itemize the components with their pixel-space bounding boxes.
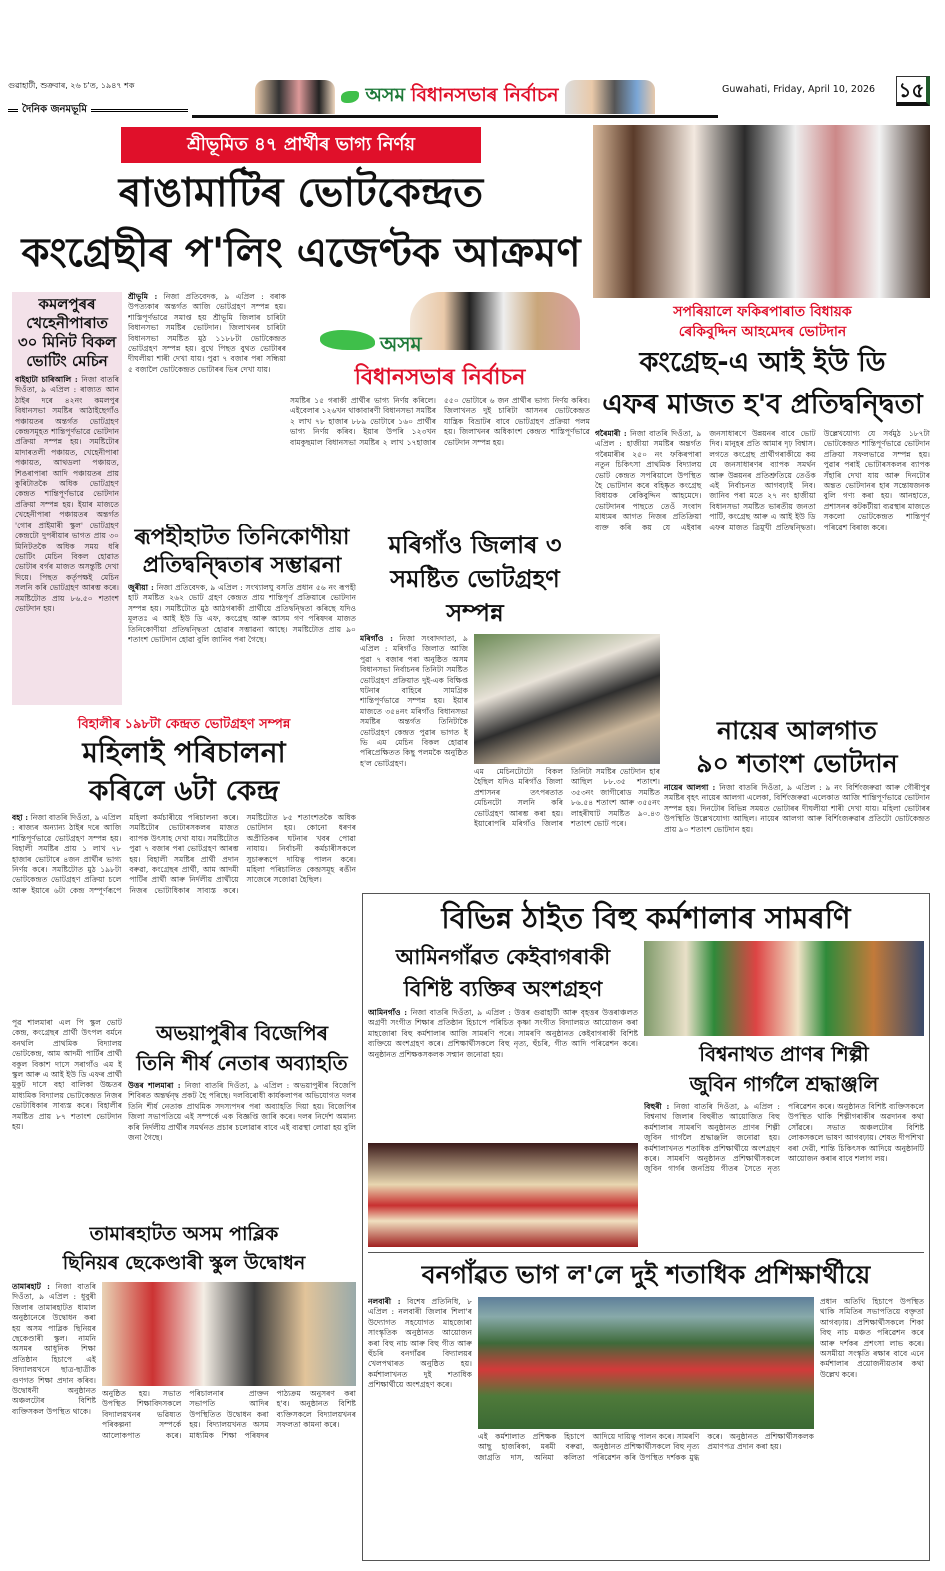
- morigaon-headline-line-1: মৰিগাঁও জিলাৰ ৩: [388, 531, 562, 559]
- amingaon-headline-line-1: আমিনগাঁৱত কেইবাগৰাকী: [395, 945, 611, 969]
- bishwanath-photo: [368, 1143, 638, 1247]
- nayer-headline: [664, 714, 930, 780]
- bongaon-content: [368, 1297, 924, 1556]
- leader-photos-left: [255, 80, 335, 114]
- date-english: Guwahati, Friday, April 10, 2026: [722, 84, 876, 95]
- logo-green-text: অসম: [380, 332, 422, 356]
- abhayapuri-headline-line-1: অভয়াপুৰীৰ বিজেপিৰ: [156, 1021, 328, 1045]
- nayer-headline-line-1: নায়েৰ আলগাত: [717, 716, 877, 745]
- bihu-section: [362, 893, 930, 1561]
- morigaon-story: [360, 528, 660, 896]
- right-headline: [595, 342, 930, 426]
- assam-map-icon: [341, 91, 359, 103]
- bongaon-body: নলবাৰী : বিশেষ প্ৰতিনিধি, ৮ এপ্ৰিল : নলবাৰী জিলাৰ শিলা'ৰ উদ্যোগত সহযোগত মাহজোৰা সাংস্কৃতিক অনুষ্ঠানত আয়োজন কৰা বিহু নাচ আৰু বিহু গীত আৰু হুঁচৰি বনগাঁৱৰ বিদ্যালয়ৰ খেলপথাৰত অনুষ্ঠিত হয়। কৰ্মশালাখনত দুই শতাধিক প্ৰশিক্ষাৰ্থীয়ে অংশগ্ৰহণ কৰে।: [368, 1297, 472, 1390]
- right-kicker-line-2: ৰেকিবুদ্দিন আহমেদৰ ভোটদান: [678, 324, 847, 340]
- morigaon-headline: [360, 528, 590, 630]
- right-body: গৰৈমাৰী : নিজা বাতৰি দিওঁতা, ৯ এপ্ৰিল : হাজীয়া সমষ্টিৰ অন্তৰ্গত গৰৈমাৰীৰ ২৫০ নং ফকিৰপাৰা নতুন চিকিৎসা প্ৰাথমিক বিদ্যালয় ভোট কেন্দ্ৰত সপৰিয়ালে উপস্থিত হৈ ভোটদান কৰে বহিষ্কৃত কংগ্ৰেছ বিধায়ক ৰেকিবুদ্দিন আহমেদে। ভোটদানৰ পাছতে তেওঁ সংবাদ মাধ্যমৰ আগত নিজৰ প্ৰতিক্ৰিয়া ব্যক্ত কৰি কয় যে এইবাৰ জনসাধাৰণে উন্নয়নৰ বাবে ভোট দিব। মানুহৰ প্ৰতি আমাৰ দৃঢ় বিশ্বাস। লগতে কংগ্ৰেছ প্ৰাৰ্থীগৰাকীয়ে কয় যে জনসাধাৰণৰ ব্যাপক সমৰ্থন আৰু উন্নয়নৰ প্ৰতিশ্ৰুতিয়ে তেওঁক এই নিৰ্বাচনত আগবঢ়াই নিব। জানিব পৰা মতে ২৭ নং হাজীয়া বিধানসভা সমষ্টিত ভাৰতীয় জনতা পাৰ্টি, কংগ্ৰেছ আৰু এ আই ইউ ডি এফৰ মাজত ত্ৰিমুখী প্ৰতিদ্বন্দ্বিতা। উল্লেখযোগ্য যে সৰ্বমুঠ ১৮৭টা ভোটকেন্দ্ৰত শান্তিপূৰ্ণভাৱে ভোটদান প্ৰক্ৰিয়া সফলভাৱে সম্পন্ন হয়। পুৱাৰ পৰাই ভোটাৰসকলৰ ব্যাপক সঁহাৰি দেখা যায় আৰু দিনটোৰ অন্তত ভোটদানৰ হাৰ সন্তোষজনক বুলি গণ্য কৰা হয়। আনহাতে, প্ৰশাসনৰ কটকটীয়া ব্যৱস্থাৰ মাজতে সকলো ভোটকেন্দ্ৰত শান্তিপূৰ্ণ পৰিৱেশ বিৰাজ কৰে।: [595, 429, 930, 532]
- bishwanath-headline: [644, 1039, 924, 1099]
- tamarhat-right: [102, 1282, 356, 1560]
- nayer-body: নায়েৰ আলগা : নিজা বাতৰি দিওঁতা, ৯ এপ্ৰিল : ৯ নং বিৰ্শিংজৰুৱা আৰু গৌৰীপুৰ সমষ্টিৰ বৃহৎ নায়েৰ আলগা এলেকা, বিৰ্শিংজৰুৱা এলেকাত আজি শান্তিপূৰ্ণভাৱে ভোটদান সম্পন্ন হয়। দিনটোৰ বিভিন্ন সময়ত ভোটাৰৰ দীঘলীয়া শাৰী দেখা যায়। মহিলা ভোটাৰৰ উপস্থিতি উল্লেখযোগ্য আছিল। নায়েৰ আলগা আৰু বিৰ্শিংজৰুৱাৰ প্ৰতিটো ভোটকেন্দ্ৰত প্ৰায় ৯০ শতাংশ ভোটদান হয়।: [664, 783, 930, 834]
- bishwanath-column: [644, 941, 924, 1247]
- nayer-story: [664, 714, 930, 892]
- tamarhat-body: তামাৰহাট : নিজা বাতৰি দিওঁতা, ৯ এপ্ৰিল : ধুবুৰী জিলাৰ তামাৰহাটত ধামাল অনুষ্ঠানেৰে উদ্বোধন কৰা হয় অসম পাব্লিক ছিনিয়ৰ ছেকেণ্ডাৰী স্কুল। নামনি অসমৰ আধুনিক শিক্ষা প্ৰতিষ্ঠান হিচাপে এই বিদ্যালয়খনে ছাত্ৰ-ছাত্ৰীক গুণগত শিক্ষা প্ৰদান কৰিব। উদ্বোধনী অনুষ্ঠানত অঞ্চলটোৰ বিশিষ্ট ব্যক্তিসকল উপস্থিত থাকে।: [12, 1282, 96, 1416]
- tamarhat-photo: [102, 1282, 356, 1386]
- page-number: ১৫: [896, 76, 930, 106]
- sidebar-body: বাইহাটা চাৰিআলি : নিজা বাতৰি দিওঁতা, ৯ এপ্ৰিল : ৰাজ্যত আন ঠাইৰ দৰে ৪২নং কমলপুৰ বিধানসভা সমষ্টিৰ আঠাইছেগাঁও পঞ্চায়তৰ অন্তৰ্গত ভোটগ্ৰহণ কেন্দ্ৰসমূহত শান্তিপূৰ্ণভাৱে ভোটদান প্ৰক্ৰিয়া সম্পন্ন হয়। সমষ্টিটোৰ মাদাৰতলী পঞ্চায়ত, খেহেনীপাৰা পঞ্চায়ত, আথডলা পঞ্চায়ত, শিঙৰাপাৰা আদি পঞ্চায়তৰ প্ৰায় কুৰিটাতকৈ অধিক ভোটগ্ৰহণ কেন্দ্ৰত শান্তিপূৰ্ণভাৱে ভোটদান প্ৰক্ৰিয়া সম্পন্ন হয়। ইয়াৰ মাজতে খেহেনীপাৰা পঞ্চায়তৰ অন্তৰ্গত 'গোৰ প্ৰাইমাৰী স্কুল' ভোটগ্ৰহণ কেন্দ্ৰটো দুপৰীয়াৰ ভাগত প্ৰায় ৩০ মিনিটতকৈ অধিক সময় ধৰি ভোটিং মেচিন বিকল হোৱাত ভোটাৰ বৰ্গৰ মাজত অসন্তুষ্টি দেখা দিয়ে। পিছত কৰ্তৃপক্ষই মেচিন সলনি কৰি ভোটগ্ৰহণ আৰম্ভ কৰে। সমষ্টিটোত প্ৰায় ৮৬.৫০ শতাংশ ভোটদান হয়।: [15, 375, 119, 613]
- bishwanath-headline-line-2: জুবিন গাৰ্গলৈ শ্ৰদ্ধাঞ্জলি: [689, 1072, 879, 1096]
- assam-map-icon: [320, 330, 375, 350]
- logo-red-text: বিধানসভাৰ নিৰ্বাচন: [354, 365, 526, 390]
- amingaon-photo: [644, 941, 924, 1036]
- tamarhat-headline-line-2: ছিনিয়ৰ ছেকেণ্ডাৰী স্কুল উদ্বোধন: [62, 1252, 306, 1274]
- morigaon-photo: [474, 634, 660, 764]
- morigaon-headline-line-2: সমষ্টিত ভোটগ্ৰহণ সম্পন্ন: [390, 565, 560, 627]
- right-kicker: [595, 302, 930, 342]
- bihali-story: [12, 716, 356, 1014]
- date-assamese: গুৱাহাটী, শুক্ৰবাৰ, ২৬ চ'ত, ১৯৪৭ শক: [8, 81, 135, 90]
- amingaon-column: [368, 941, 638, 1247]
- bihali-body: বহা : নিজা বাতৰি দিওঁতা, ৯ এপ্ৰিল : ৰাজ্যৰ অন্যান্য ঠাইৰ দৰে আজি শান্তিপূৰ্ণভাৱে ভোটগ্ৰহণ সম্পন্ন হয়। বিহালী সমষ্টিৰ প্ৰায় ১ লাখ ৭৮ হাজাৰ ভোটাৰে ৪জন প্ৰাৰ্থীৰ ভাগ্য নিৰ্ণয় কৰে। সমষ্টিটোত মুঠ ১৯৮টা ভোটকেন্দ্ৰত ভোটগ্ৰহণ প্ৰক্ৰিয়া চলে আৰু ইয়াৰে ৬টা কেন্দ্ৰ সম্পূৰ্ণৰূপে মহিলা কৰ্মচাৰীয়ে পৰিচালনা কৰে। সমষ্টিটোৰ ভোটাৰসকলৰ মাজত ব্যাপক উৎসাহ দেখা যায়। সমষ্টিটোত পুৱা ৭ বজাৰ পৰা ভোটগ্ৰহণ আৰম্ভ হয়। বিহালী সমষ্টিৰ প্ৰাৰ্থী প্ৰদান বৰুৱা, কংগ্ৰেছৰ প্ৰাৰ্থী, আম আদমী পাৰ্টিৰ প্ৰাৰ্থী আৰু নিৰ্দলীয় প্ৰাৰ্থীয়ে নিজৰ ভোটাধিকাৰ সাব্যস্ত কৰে। সমষ্টিটোত ৮৫ শতাংশতকৈ অধিক ভোটদান হয়। কোনো ধৰণৰ অপ্ৰীতিকৰ ঘটনাৰ খবৰ পোৱা নাযায়। নিৰ্বাচনী কৰ্মচাৰীসকলে সুচাৰুৰূপে দায়িত্ব পালন কৰে। মহিলা পৰিচালিত কেন্দ্ৰসমূহ ৰঙীন সাজেৰে সজোৱা হৈছিল।: [12, 813, 356, 895]
- rupohi-headline: ৰূপহীহাটত তিনিকোণীয়া প্ৰতিদ্বন্দ্বিতাৰ সম্ভাৱনা: [134, 525, 350, 578]
- paper-name-text: দৈনিক জনমভূমি: [22, 104, 87, 115]
- tamarhat-content: [12, 1282, 356, 1560]
- lead-photo: [593, 125, 930, 298]
- abhayapuri-headline: [128, 1018, 356, 1078]
- morigaon-body: মৰিগাঁও : নিজা সংবাদদাতা, ৯ এপ্ৰিল : মৰিগাঁও জিলাত আজি পুৱা ৭ বজাৰ পৰা অনুষ্ঠিত অসম বিধানসভা নিৰ্বাচনৰ তিনিটা সমষ্টিত ভোটগ্ৰহণ প্ৰক্ৰিয়াত দুই-এক বিক্ষিপ্ত ঘটনাৰ বাহিৰে সামগ্ৰিক শান্তিপূৰ্ণভাৱে সম্পন্ন হয়। ইয়াৰ মাজতে ৩৫৪নং মৰিগাঁও বিধানসভা সমষ্টিৰ অন্তৰ্গত তিনিটাকৈ ভোটগ্ৰহণ কেন্দ্ৰত পুৱাৰ ভাগত ই ভি এম মেচিন বিকল হোৱাৰ পৰিপ্ৰেক্ষিতত কিছু পলমকৈ অনুষ্ঠিত হ'ল ভোটগ্ৰহণ।: [360, 634, 468, 768]
- rupohi-body: জুৰীয়া : নিজা প্ৰতিবেদক, ৯ এপ্ৰিল : সংখ্যালঘু বসতি প্ৰধান ৫৬ নং ৰূপহী হাট সমষ্টিত ২৬২ ভোট গ্ৰহণ কেন্দ্ৰত প্ৰায় শান্তিপূৰ্ণ প্ৰক্ৰিয়াৰে ভোটদান সম্পন্ন হয়। সমষ্টিটোত মুঠ আঠগৰাকী প্ৰাৰ্থীয়ে প্ৰতিদ্বন্দ্বিতা কৰিছে যদিও মূলতঃ এ আই ইউ ডি এফ, কংগ্ৰেছ আৰু আসম গণ পৰিষদৰ মাজত তিনিকোণীয়া প্ৰতিদ্বন্দ্বিতা হোৱাৰ সম্ভাৱনা আছে। সমষ্টিটোত প্ৰায় ৯০ শতাংশ ভোটদান হোৱা বুলি জানিব পৰা গৈছে।: [128, 583, 356, 645]
- amingaon-headline-line-2: বিশিষ্ট ব্যক্তিৰ অংশগ্ৰহণ: [403, 977, 603, 1001]
- lead-headline: [12, 163, 590, 283]
- bongaon-photo: [478, 1297, 814, 1429]
- tamarhat-headline-line-1: তামাৰহাটত অসম পাব্লিক: [89, 1223, 279, 1245]
- abhayapuri-story: [128, 1018, 356, 1216]
- rupohi-story: [128, 524, 356, 708]
- morigaon-content: [360, 634, 660, 896]
- bihu-section-headline: বিভিন্ন ঠাইত বিহু কৰ্মশালাৰ সামৰণি: [441, 901, 851, 935]
- bongaon-headline: বনগাঁৱত ভাগ ল'লে দুই শতাধিক প্ৰশিক্ষাৰ্থীয়ে: [421, 1260, 871, 1289]
- lead-body: শ্ৰীভূমি : নিজা প্ৰতিবেদক, ৯ এপ্ৰিল : বৰাক উপত্যকাৰ অন্তৰ্গত আজি ভোটগ্ৰহণ সম্পন্ন হয়। শাস্তিপূৰ্ণভাৱে সমাপ্ত হয় শ্ৰীভূমি জিলাৰ চাৰিটা বিধানসভা সমষ্টিৰ ভোটদান। জিলাখনৰ চাৰিটা বিধানসভা সমষ্টিত মুঠ ১১৮৮টা ভোটকেন্দ্ৰত ভোটগ্ৰহণ সম্পন্ন হয়। বুথে পিছত বুথত ভোটাৰৰ দীঘলীয়া শাৰী দেখা যায়। পুৱা ৭ বজাৰ পৰা সন্ধিয়া ৫ বজালৈ ভোটকেন্দ্ৰত ভোটাৰৰ ভিৰ দেখা যায়।: [128, 292, 286, 374]
- paper-name: [8, 102, 188, 119]
- bongaon-body-3: প্ৰধান অতিথি হিচাপে উপস্থিত থাকি সমিতিৰ সভাপতিয়ে বক্তৃতা আগবঢ়ায়। প্ৰশিক্ষাৰ্থীসকলে শিকা বিহু নাচ মঞ্চত পৰিৱেশন কৰে আৰু দৰ্শকৰ প্ৰশংসা লাভ কৰে। অসমীয়া সংস্কৃতি ৰক্ষাৰ বাবে এনে কৰ্মশালাৰ প্ৰয়োজনীয়তাৰ কথা উল্লেখ কৰে।: [820, 1297, 924, 1379]
- tamarhat-body-2: অনুষ্ঠিত হয়। সভাত উপস্থিত শিক্ষাবিদসকলে বিদ্যালয়খনৰ ভৱিষ্যত পৰিকল্পনা সম্পৰ্কে আলোকপাত কৰে। পৰিচালনাৰ প্ৰাক্তন সভাপতি আদিৰ উপস্থিতিত উদ্বোধন কৰা হয়। বিদ্যালয়খনত অসম মাধ্যমিক শিক্ষা পৰিষদৰ পাঠ্যক্ৰম অনুসৰণ কৰা হ'ব। অনুষ্ঠানত বিশিষ্ট ব্যক্তিসকলে বিদ্যালয়খনৰ সফলতা কামনা কৰে।: [102, 1389, 356, 1440]
- banner-red-text: বিধানসভাৰ নিৰ্বাচন: [411, 83, 559, 106]
- bihali-headline-line-1: মহিলাই পৰিচালনা: [82, 736, 286, 769]
- bongaon-body-2: এই কৰ্মশালাত প্ৰশিক্ষক হিচাপে আছু হাজৰিকা, মৰমী বৰুৱা, জাগ্ৰতি দাস, অনিমা কলিতা আদিয়ে দায়িত্ব পালন কৰে। সামৰণি অনুষ্ঠানত প্ৰশিক্ষাৰ্থীসকলে বিহু নৃত্য পৰিৱেশন কৰি উপস্থিত দৰ্শকক মুগ্ধ কৰে। অনুষ্ঠানত প্ৰশিক্ষাৰ্থীসকলক প্ৰমাণপত্ৰ প্ৰদান কৰা হয়।: [478, 1432, 814, 1462]
- tamarhat-story: [12, 1220, 356, 1560]
- election-logo: [290, 292, 590, 396]
- sidebar-headline: কমলপুৰৰ খেহেনীপাৰাত ৩০ মিনিট বিকল ভোটিং মেচিন: [17, 295, 117, 370]
- lead-head-block: [12, 127, 590, 289]
- bihu-upper: [368, 941, 924, 1247]
- election-banner: [192, 78, 718, 118]
- tamarhat-headline: [12, 1220, 356, 1278]
- leader-photos: [410, 292, 580, 350]
- right-headline-line-2: এফৰ মাজত হ'ব প্ৰতিদ্বন্দ্বিতা: [602, 389, 923, 420]
- abhayapuri-left-body: পূৱ শালমাৰা এল পি স্কুল ভোট কেন্দ্ৰ, কংগ্ৰেছৰ প্ৰাৰ্থী উৎপল বৰ্মনে বনথলি প্ৰাথমিক বিদ্যালয় ভোটকেন্দ্ৰ, আম আদমী পাৰ্টিৰ প্ৰাৰ্থী বকুল বিকাশ দাসে সৰাগাঁও এম ই স্কুল আৰু এ আই ইউ ডি এফৰ প্ৰাৰ্থী মুকুট দাসে বহা বালিকা উচ্চতৰ মাধ্যমিক বিদ্যালয় ভোটকেন্দ্ৰত নিজৰ ভোটাধিকাৰ সাব্যস্ত কৰে। বিহালীৰ সমষ্টিত প্ৰায় ৮৭ শতাংশ ভোটদান হয়।: [12, 1018, 122, 1132]
- amingaon-body: আমিনগাঁও : নিজা বাতৰি দিওঁতা, ৯ এপ্ৰিল : উত্তৰ গুৱাহাটী আৰু বৃহত্তৰ উত্তৰাঞ্চলত অগ্ৰণী সংগীত শিক্ষাৰ প্ৰতিষ্ঠান হিচাপে পৰিচিত কৃষ্ণা সংগীত বিদ্যালয়ত আয়োজন কৰা মাহজোৰা বিহু কৰ্মশালাৰ আজি সামৰণি পৰে। সামৰণি অনুষ্ঠানত কেইবাগৰাকী বিশিষ্ট ব্যক্তিয়ে অংশগ্ৰহণ কৰে। প্ৰশিক্ষাৰ্থীসকলে বিহু নৃত্য, হুঁচৰি, গীত আদি পৰিৱেশন কৰে। অনুষ্ঠানত প্ৰশিক্ষকসকলক সন্মান জনোৱা হয়।: [368, 1008, 638, 1059]
- election-logo-block: [290, 292, 590, 520]
- morigaon-body-2: এম মেচিনটোটো বিকল হৈছিল যদিও মৰিগাঁও জিলা প্ৰশাসনৰ তৎপৰতাত মেচিনটো সলনি কৰি ভোটগ্ৰহণ আৰম্ভ কৰা হয়। ইয়াৰোপৰি মৰিগাঁও জিলাৰ তিনিটা সমষ্টিৰ ভোটদান হাৰ আছিল ৮৮.৩৫ শতাংশ। ৩৫৩নং জাগীৰোড সমষ্টিত ৮৬.৫৪ শতাংশ আৰু ৩৫৫নং লাহৰীঘাট সমষ্টিত ৯০.৪৩ শতাংশ ভোট পৰে।: [474, 767, 660, 829]
- nayer-headline-line-2: ৯০ শতাংশ ভোটদান: [696, 749, 898, 778]
- bihali-headline: [12, 734, 356, 810]
- lead-headline-line-2: কংগ্ৰেছীৰ প'লিং এজেণ্টক আক্ৰমণ: [21, 230, 581, 276]
- masthead: [0, 74, 945, 124]
- bihali-headline-line-2: কৰিলে ৬টা কেন্দ্ৰ: [88, 774, 280, 807]
- abhayapuri-headline-line-2: তিনি শীৰ্ষ নেতাৰ অব্যাহতি: [136, 1051, 348, 1075]
- lead-kicker: শ্ৰীভূমিত ৪৭ প্ৰাৰ্থীৰ ভাগ্য নিৰ্ণয়: [121, 127, 481, 163]
- right-headline-line-1: কংগ্ৰেছ-এ আই ইউ ডি: [639, 347, 886, 378]
- bihali-kicker: বিহালীৰ ১৯৮টা কেন্দ্ৰত ভোটগ্ৰহণ সম্পন্ন: [77, 717, 291, 732]
- morigaon-right: [474, 634, 660, 896]
- abhayapuri-body: উত্তৰ শালমাৰা : নিজা বাতৰি দিওঁতা, ৯ এপ্ৰিল : অভয়াপুৰীৰ বিজেপি শিবিৰত অন্তৰ্দ্বন্দ্ব প্ৰকট হৈ পৰিছে। দলবিৰোধী কাৰ্যকলাপৰ অভিযোগত দলৰ তিনি শীৰ্ষ নেতাক প্ৰাথমিক সদস্যপদৰ পৰা অব্যাহতি দিয়া হয়। বিজেপিৰ জিলা সভাপতিয়ে এই সম্পৰ্কে এক বিজ্ঞপ্তি জাৰি কৰে। দলৰ নিৰ্দেশ অমান্য কৰি নিৰ্দলীয় প্ৰাৰ্থীৰ সমৰ্থনত প্ৰচাৰ চলোৱাৰ বাবে এই ব্যৱস্থা লোৱা হয় বুলি জনা গৈছে।: [128, 1081, 356, 1143]
- amingaon-headline: [368, 941, 638, 1005]
- bongaon-story: [368, 1252, 924, 1556]
- center-body: সমষ্টিৰ ১৫ গৰাকী প্ৰাৰ্থীৰ ভাগ্য নিৰ্ণয় কৰিলে। এইবেলাৰ ১২৬খন থাকাবাৰণী বিধানসভা সমষ্টিৰ ২ লাখ ৭৮ হাজাৰ ৮৮৯ ভোটাৰে ১৬০ প্ৰাৰ্থীৰ ভাগ্য নিৰ্ণয় কৰিব। ইয়াৰ উপৰি ১২৩খন বামকুছমাল বিধানসভা সমষ্টিৰ ২ লাখ ১৭হাজাৰ ৫৫০ ভোটাৰে ৬ জন প্ৰাৰ্থীৰ ভাগ্য নিৰ্ণয় কৰিব। জিলাখনত দুই চাৰিটা আসনৰ ভোটকেন্দ্ৰত যান্ত্ৰিক বিভ্ৰাটৰ বাবে ভোটগ্ৰহণ প্ৰক্ৰিয়া পলম হয়। জিলাখনৰ অধিকাংশ কেন্দ্ৰত শাস্তিপূৰ্ণভাৱে ভোটদান সম্পন্ন হয়।: [290, 396, 590, 447]
- bishwanath-headline-line-1: বিশ্বনাথত প্ৰাণৰ শিল্পী: [699, 1042, 869, 1066]
- bishwanath-body: বিহুৰী : নিজা বাতৰি দিওঁতা, ৯ এপ্ৰিল : বিশ্বনাথ জিলাৰ বিহুৰীত আয়োজিত বিহু কৰ্মশালাৰ সামৰণি অনুষ্ঠানত প্ৰাণৰ শিল্পী জুবিন গাৰ্গলৈ শ্ৰদ্ধাঞ্জলি জনোৱা হয়। কৰ্মশালাখনত শতাধিক প্ৰশিক্ষাৰ্থীয়ে অংশগ্ৰহণ কৰে। সামৰণি অনুষ্ঠানত প্ৰশিক্ষাৰ্থীসকলে জুবিন গাৰ্গৰ জনপ্ৰিয় গীতৰ সৈতে নৃত্য পৰিৱেশন কৰে। অনুষ্ঠানত বিশিষ্ট ব্যক্তিসকলে উপস্থিত থাকি শিল্পীগৰাকীৰ অৱদানৰ কথা সোঁৱৰে। সভাত অঞ্চলটোৰ বিশিষ্ট লোকসকলে ভাষণ আগবঢ়ায়। শেষত দীপশিখা বৰা দেৱী, শান্তি চিকিৎসক আদিয়ে অনুষ্ঠানটি আয়োজন কৰাৰ বাবে শলাগ লয়।: [644, 1102, 924, 1174]
- bongaon-middle: [478, 1297, 814, 1556]
- lead-headline-line-1: ৰাঙামাটিৰ ভোটকেন্দ্ৰত: [118, 170, 484, 216]
- leader-photos-right: [565, 80, 655, 114]
- banner-green-text: অসম: [365, 83, 406, 106]
- sidebar-story: [12, 292, 122, 705]
- right-kicker-line-1: সপৰিয়ালে ফকিৰপাৰাত বিধায়ক: [673, 304, 852, 320]
